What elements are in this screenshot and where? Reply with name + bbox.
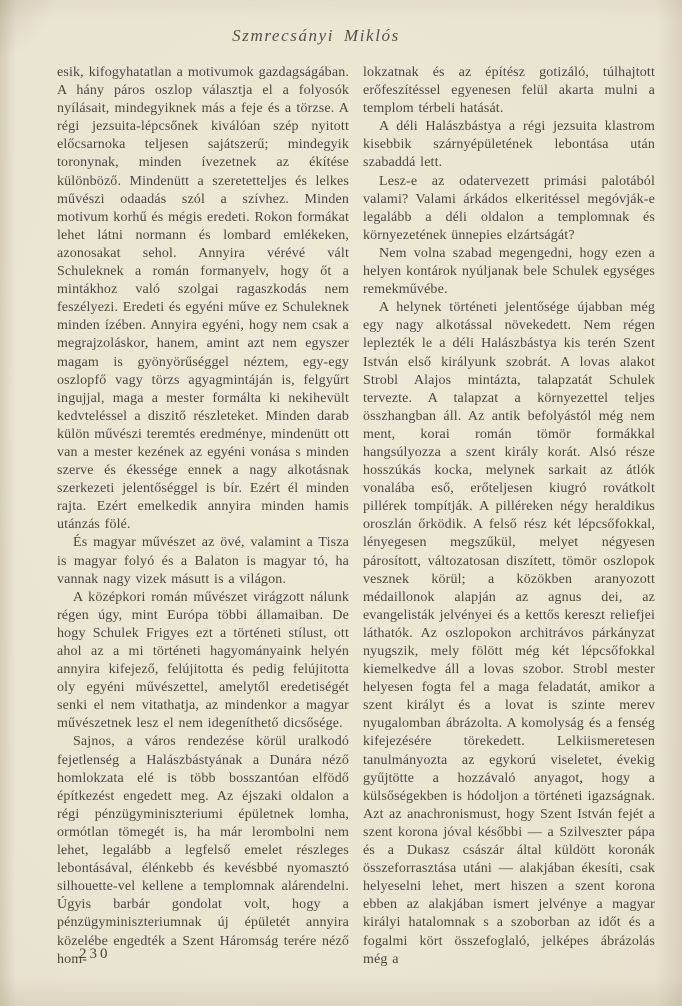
right-column [363,64,655,969]
paragraph: A déli Halászbástya a régi jezsuita klastrom kisebbik szárnyépületének lebontása után szabaddá lett. [363,119,655,171]
paragraph: Nem volna szabad megengedni, hogy ezen a helyen kontárok nyúljanak bele Schulek egységes remekművébe. [363,245,655,298]
paragraph: A helynek történeti jelentősége újabban még egy nagy alkotással növekedett. Nem régen leplezték le a déli Halászbástya kis terén Szent István első királyunk szobrát. A lovas alakot Strobl Alajos mintázta, talapzatát Schulek tervezte. A talapzat a környezettel teljes összhangban áll. Az antik befolyástól még nem ment, korai román tömör formákkal hangsúlyozza a szent király korát. Alsó része hosszúkás kocka, melynek sarkait az átlók vonalába eső, erőteljesen kiugró rovátkolt pillérek tompítják. A pilléreken négy heraldikus oroszlán őrködik. A felső rész két lépcsőfokkal, lényegesen megszűkül, melyet négyesen párosított, változatosan diszített, tömör oszlopok vesznek körül; a közökben aranyozott médaillonok alapján az agnus dei, az evangelisták jelvényei és a kettős kereszt reliefjei láthatók. Az oszlopokon architrávos párkányzat nyugszik, mely fölött még két lépcsőfokkal kiemelkedve áll a lovas szobor. Strobl mester helyesen fogta fel a maga feladatát, amikor a szent királyt és a lovat is szinte merev nyugalomban ábrázolta. A komolyság és a fenség kifejezésére törekedett. Lelkiismeretesen tanulmányozta az egykorú viseletet, évekig gyűjtötte a hozzávaló anyagot, hogy a külsőségekben is hódoljon a történeti igazságnak. Azt az anachronismust, hogy Szent István fejét a szent korona jóval későbbi — a Szilveszter pápa és a Dukasz császár által küldött koronák összeforrasztása utáni — alakjában ékesíti, csak helyeselni lehet, mert hiszen a szent korona ebben az alakjában ismert jelvénye a magyar királyi hatalomnak s a szoborban az időt és a fogalmi kört összefoglaló, jelképes ábrázolás még a [363,300,655,967]
left-column [57,64,349,969]
paragraph: A középkori román művészet virágzott nálunk régen úgy, mint Európa többi államaiban. De hogy Schulek Frigyes ezt a történeti stílust, ott ahol az a mi történeti hagyományaink helyén annyira kifejező, felújitotta és pedig felújitotta oly egyéni művészettel, amelytől eredetiségét senki el nem vitathatja, az mindenkor a magyar művészetnek lesz el nem idegeníthető dicsősége. [57,589,349,732]
paragraph: esik, kifogyhatatlan a motivumok gazdagságában. A hány páros oszlop választja el a folyosók nyílásait, mindegyiknek más a feje és a törzse. A régi jezsuita-lépcsőnek kiválóan szép nyitott előcsarnoka teljesen sajátszerű; mindegyik toronynak, minden ívezetnek az ékítése különböző. Mindenütt a szeretetteljes és lelkes művészi odaadás szól a szívhez. Minden motivum korhű és mégis eredeti. Rokon formákat lehet látni normann és lombard emlékeken, azonosakat sehol. Annyira vérévé vált Schuleknek a román formanyelv, hogy őt a mintákhoz való szolgai ragaszkodás nem feszélyezi. Eredeti és egyéni műve ez Schuleknek minden ízében. Annyira egyéni, hogy nem csak a megrajzoláskor, hanem, amint azt nem egyszer magam is gyönyörűséggel néztem, egy-egy oszlopfő vagy törzs agyagmintáján is, felgyűrt ingujjal, maga a mester formálta ki nekihevült kedvteléssel a diszitő részleteket. Minden darab külön művészi teremtés eredménye, mindenütt ott van a mester kezének az egyéni vonása s minden szerve és ékessége ennek a nagy alkotásnak szerkezeti jelentőséggel is bír. Ezért él minden rajta. Ezért emelkedik annyira minden hamis utánzás fölé. [57,65,349,533]
paragraph: Lesz-e az odatervezett primási palotából valami? Valami árkádos elkeritéssel megóvják-e legalább a déli oldalon a templomnak és környezetének ünnepies elzártságát? [363,173,655,243]
paragraph: Sajnos, a város rendezése körül uralkodó fejetlenség a Halászbástyának a Dunára néző homlokzata elé is több bosszantóan elfödő építkezést engedett meg. Az éjszaki oldalon a régi pénzügyminiszteriumi épületnek lomha, ormótlan tömegét is, ha már lerombolni nem lehet, legalább a legfelső emelet részleges lebontásával, élénkebb és kevésbbé nyomasztó silhouette-vel kellene a templomnak alárendelni. Úgyis barbár gondolat volt, hogy a pénzügyminiszteriumnak új épületét annyira közelébe engedték a Szent Háromság terére néző hom- [57,734,349,967]
running-header: Szmrecsányi Miklós [232,26,400,45]
paragraph: És magyar művészet az övé, valamint a Tisza is magyar folyó és a Balaton is magyar tó, ha vannak nagy vizek másutt is a világon. [57,535,349,587]
page-number: 230 [79,946,111,962]
paragraph: lokzatnak és az építész gotizáló, túlhajtott erőfeszítéssel egyenesen felül akarta mulni a templom térbeli hatását. [363,65,655,117]
text-columns [57,64,655,969]
